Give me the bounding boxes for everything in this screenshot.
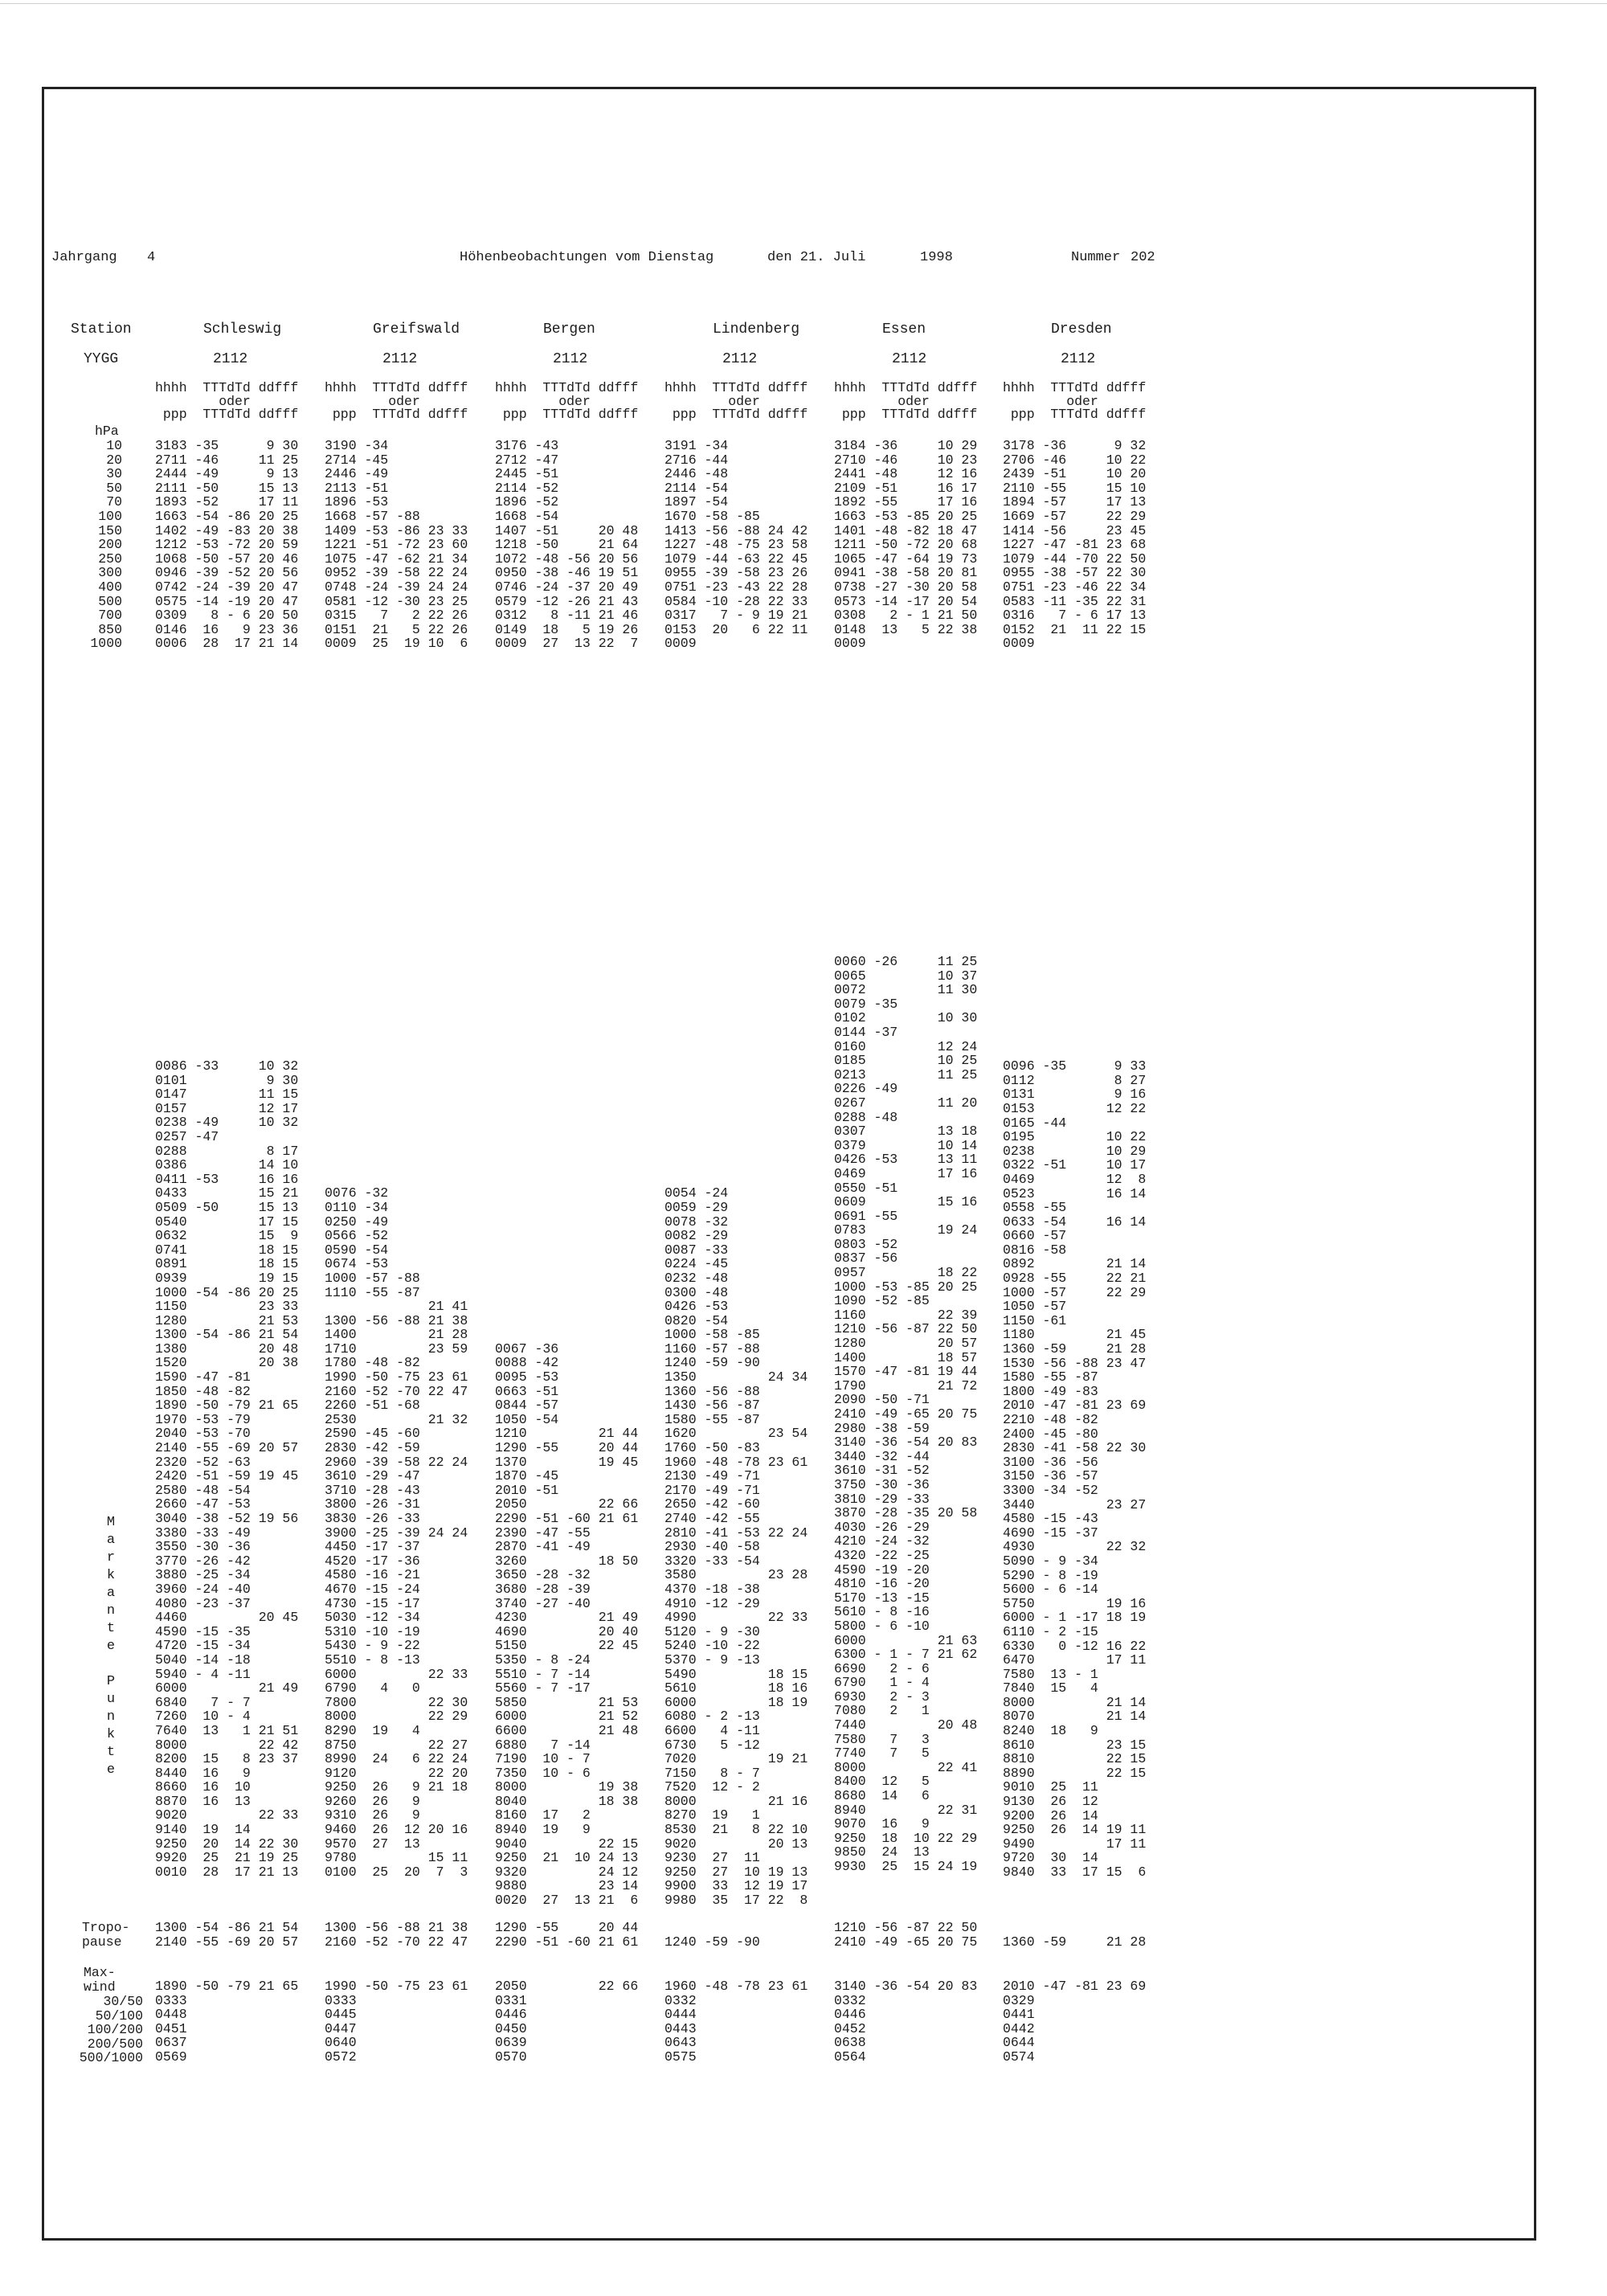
station-maxwind: 2010 -47 -81 23 69 0329 0441 0442 0644 0574 bbox=[1003, 1979, 1147, 2065]
station-standard-levels: 3176 -43 2712 -47 2445 -51 2114 -52 1896 -52 1668 -54 1407 -51 20 48 1218 -50 21 64 1072 -48 -56 20 56 0950 -38 -46 19 51 0746 -24 -37 20 49 0579 -12 -26 21 43 0312 8 -11 21 46 0149 18 5 19 26 0009 27 13 22 7 bbox=[495, 438, 639, 652]
station-significant-points: 0096 -35 9 33 0112 8 27 0131 9 16 0153 12 22 0165 -44 0195 10 22 0238 10 29 0322 -51 10 17 0469 12 8 0523 16 14 0558 -55 0633 -54 16 14 0660 -57 0816 -58 0892 21 14 0928 -55 22 21 1000 -57 22 29 1050 -57 1150 -61 1180 21 45 1360 -59 21 28 1530 -56 -88 23 47 1580 -55 -87 1800 -49 -83 2010 -47 -81 23 69 2210 -48 -82 2400 -45 -80 2830 -41 -58 22 30 3100 -36 -56 3150 -36 -57 3300 -34 -52 3440 23 27 4580 -15 -43 4690 -15 -37 4930 22 32 5090 - 9 -34 5290 - 8 -19 5600 - 6 -14 5750 19 16 6000 - 1 -17 18 19 6110 - 2 -15 6330 0 -12 16 22 6470 17 11 7580 13 - 1 7840 15 4 8000 21 14 8070 21 14 8240 18 9 8610 23 15 8810 22 15 8890 22 15 9010 25 11 9130 26 12 9200 26 14 9250 26 14 19 11 9490 17 11 9720 30 14 9840 33 17 15 6 bbox=[1003, 1058, 1147, 1880]
station-name: Bergen bbox=[543, 321, 595, 338]
markante-punkte-letter: M bbox=[106, 1515, 116, 1530]
markante-punkte-letter: P bbox=[106, 1674, 116, 1689]
station-tropopause: 1300 -54 -86 21 54 2140 -55 -69 20 57 bbox=[155, 1920, 299, 1950]
markante-punkte-letter: t bbox=[106, 1745, 116, 1760]
scan-top-rule bbox=[0, 3, 1607, 4]
markante-punkte-letter: k bbox=[106, 1727, 116, 1742]
station-tropopause: 1290 -55 20 44 2290 -51 -60 21 61 bbox=[495, 1920, 639, 1950]
jahrgang-value: 4 bbox=[147, 250, 156, 265]
station-standard-levels: 3178 -36 9 32 2706 -46 10 22 2439 -51 10 20 2110 -55 15 10 1894 -57 17 13 1669 -57 22 29 1414 -56 23 45 1227 -47 -81 23 68 1079 -44 -70 22 50 0955 -38 -57 22 30 0751 -23 -46 22 34 0583 -11 -35 22 31 0316 7 - 6 17 13 0152 21 11 22 15 0009 bbox=[1003, 438, 1147, 652]
station-name: Lindenberg bbox=[713, 321, 800, 338]
station-significant-points: 0060 -26 11 25 0065 10 37 0072 11 30 0079 -35 0102 10 30 0144 -37 0160 12 24 0185 10 25 0213 11 25 0226 -49 0267 11 20 0288 -48 0307 13 18 0379 10 14 0426 -53 13 11 0469 17 16 0550 -51 0609 15 16 0691 -55 0783 19 24 0803 -52 0837 -56 0957 18 22 1000 -53 -85 20 25 1090 -52 -85 1160 22 39 1210 -56 -87 22 50 1280 20 57 1400 18 57 1570 -47 -81 19 44 1790 21 72 2090 -50 -71 2410 -49 -65 20 75 2980 -38 -59 3140 -36 -54 20 83 3440 -32 -44 3610 -31 -52 3750 -30 -36 3810 -29 -33 3870 -28 -35 20 58 4030 -26 -29 4210 -24 -32 4320 -22 -25 4590 -19 -20 4810 -16 -20 5170 -13 -15 5610 - 8 -16 5800 - 6 -10 6000 21 63 6300 - 1 - 7 21 62 6690 2 - 6 6790 1 - 4 6930 2 - 3 7080 2 1 7440 20 48 7580 7 3 7740 7 5 8000 22 41 8400 12 5 8680 14 6 8940 22 31 9070 16 9 9250 18 10 22 29 9850 24 13 9930 25 15 24 19 bbox=[834, 954, 978, 1874]
station-tropopause: 1360 -59 21 28 bbox=[1003, 1934, 1147, 1950]
station-standard-levels: 3184 -36 10 29 2710 -46 10 23 2441 -48 12 16 2109 -51 16 17 1892 -55 17 16 1663 -53 -85 20 25 1401 -48 -82 18 47 1211 -50 -72 20 68 1065 -47 -64 19 73 0941 -38 -58 20 81 0738 -27 -30 20 58 0573 -14 -17 20 54 0308 2 - 1 21 50 0148 13 5 22 38 0009 bbox=[834, 438, 978, 652]
document-year: 1998 bbox=[920, 250, 953, 265]
station-significant-points: 0086 -33 10 32 0101 9 30 0147 11 15 0157 12 17 0238 -49 10 32 0257 -47 0288 8 17 0386 14 10 0411 -53 16 16 0433 15 21 0509 -50 15 13 0540 17 15 0632 15 9 0741 18 15 0891 18 15 0939 19 15 1000 -54 -86 20 25 1150 23 33 1280 21 53 1300 -54 -86 21 54 1380 20 48 1520 20 38 1590 -47 -81 1850 -48 -82 1890 -50 -79 21 65 1970 -53 -79 2040 -53 -70 2140 -55 -69 20 57 2320 -52 -63 2420 -51 -59 19 45 2580 -48 -54 2660 -47 -53 3040 -38 -52 19 56 3380 -33 -49 3550 -30 -36 3770 -26 -42 3880 -25 -34 3960 -24 -40 4080 -23 -37 4460 20 45 4590 -15 -35 4720 -15 -34 5040 -14 -18 5940 - 4 -11 6000 21 49 6840 7 - 7 7260 10 - 4 7640 13 1 21 51 8000 22 42 8200 15 8 23 37 8440 16 9 8660 16 10 8870 16 13 9020 22 33 9140 19 14 9250 20 14 22 30 9920 25 21 19 25 0010 28 17 21 13 bbox=[155, 1058, 299, 1880]
station-yygg: 2112 bbox=[722, 351, 758, 367]
station-maxwind: 1990 -50 -75 23 61 0333 0445 0447 0640 0572 bbox=[325, 1979, 468, 2065]
station-standard-levels: 3190 -34 2714 -45 2446 -49 2113 -51 1896 -53 1668 -57 -88 1409 -53 -86 23 33 1221 -51 -72 23 60 1075 -47 -62 21 34 0952 -39 -58 22 24 0748 -24 -39 24 24 0581 -12 -30 23 25 0315 7 2 22 26 0151 21 5 22 26 0009 25 19 10 6 bbox=[325, 438, 468, 652]
markante-punkte-letter: e bbox=[106, 1639, 116, 1654]
station-row-label: Station bbox=[71, 321, 132, 338]
station-column-headers: hhhh TTTdTd ddfff oder ppp TTTdTd ddfff bbox=[325, 380, 468, 422]
station-column-headers: hhhh TTTdTd ddfff oder ppp TTTdTd ddfff bbox=[834, 380, 978, 422]
tropopause-label: Tropo- pause bbox=[82, 1920, 130, 1950]
markante-punkte-letter: n bbox=[106, 1709, 116, 1725]
markante-punkte-letter: a bbox=[106, 1533, 116, 1548]
station-yygg: 2112 bbox=[213, 351, 248, 367]
station-yygg: 2112 bbox=[553, 351, 588, 367]
station-maxwind: 2050 22 66 0331 0446 0450 0639 0570 bbox=[495, 1979, 639, 2065]
markante-punkte-letter: k bbox=[106, 1568, 116, 1583]
maxwind-label: Max- wind bbox=[84, 1965, 116, 1995]
station-tropopause: 1300 -56 -88 21 38 2160 -52 -70 22 47 bbox=[325, 1920, 468, 1950]
nummer-label: Nummer bbox=[1071, 250, 1121, 265]
document-date: den 21. Juli bbox=[767, 250, 866, 265]
hpa-unit-label: hPa bbox=[95, 424, 119, 439]
station-column-headers: hhhh TTTdTd ddfff oder ppp TTTdTd ddfff bbox=[664, 380, 808, 422]
station-name: Schleswig bbox=[203, 321, 282, 338]
markante-punkte-letter: u bbox=[106, 1692, 116, 1707]
markante-punkte-letter: a bbox=[106, 1586, 116, 1601]
station-yygg: 2112 bbox=[892, 351, 927, 367]
jahrgang-label: Jahrgang bbox=[51, 250, 117, 265]
station-column-headers: hhhh TTTdTd ddfff oder ppp TTTdTd ddfff bbox=[495, 380, 639, 422]
station-yygg: 2112 bbox=[1061, 351, 1096, 367]
station-column-headers: hhhh TTTdTd ddfff oder ppp TTTdTd ddfff bbox=[155, 380, 299, 422]
station-name: Essen bbox=[882, 321, 926, 338]
shear-level-labels: 30/50 50/100 100/200 200/500 500/1000 bbox=[79, 1994, 143, 2066]
station-name: Dresden bbox=[1051, 321, 1112, 338]
station-tropopause: 1240 -59 -90 bbox=[664, 1934, 760, 1950]
yygg-row-label: YYGG bbox=[84, 351, 119, 367]
station-maxwind: 1960 -48 -78 23 61 0332 0444 0443 0643 0575 bbox=[664, 1979, 808, 2065]
station-name: Greifswald bbox=[373, 321, 460, 338]
markante-punkte-letter: t bbox=[106, 1621, 116, 1636]
station-maxwind: 3140 -36 -54 20 83 0332 0446 0452 0638 0564 bbox=[834, 1979, 978, 2065]
station-yygg: 2112 bbox=[382, 351, 418, 367]
nummer-value: 202 bbox=[1131, 250, 1155, 265]
markante-punkte-letter: e bbox=[106, 1762, 116, 1778]
station-significant-points: 0054 -24 0059 -29 0078 -32 0082 -29 0087 -33 0224 -45 0232 -48 0300 -48 0426 -53 0820 -54 1000 -58 -85 1160 -57 -88 1240 -59 -90 1350 24 34 1360 -56 -88 1430 -56 -87 1580 -55 -87 1620 23 54 1760 -50 -83 1960 -48 -78 23 61 2130 -49 -71 2170 -49 -71 2650 -42 -60 2740 -42 -55 2810 -41 -53 22 24 2930 -40 -58 3320 -33 -54 3580 23 28 4370 -18 -38 4910 -12 -29 4990 22 33 5120 - 9 -30 5240 -10 -22 5370 - 9 -13 5490 18 15 5610 18 16 6000 18 19 6080 - 2 -13 6600 4 -11 6730 5 -12 7020 19 21 7150 8 - 7 7520 12 - 2 8000 21 16 8270 19 1 8530 21 8 22 10 9020 20 13 9230 27 11 9250 27 10 19 13 9900 33 12 19 17 9980 35 17 22 8 bbox=[664, 1185, 808, 1909]
markante-punkte-letter: r bbox=[106, 1550, 116, 1565]
document-title: Höhenbeobachtungen vom Dienstag bbox=[460, 250, 714, 265]
station-significant-points: 0076 -32 0110 -34 0250 -49 0566 -52 0590 -54 0674 -53 1000 -57 -88 1110 -55 -87 21 41 1300 -56 -88 21 38 1400 21 28 1710 23 59 1780 -48 -82 1990 -50 -75 23 61 2160 -52 -70 22 47 2260 -51 -68 2530 21 32 2590 -45 -60 2830 -42 -59 2960 -39 -58 22 24 3610 -29 -47 3710 -28 -43 3800 -26 -31 3830 -26 -33 3900 -25 -39 24 24 4450 -17 -37 4520 -17 -36 4580 -16 -21 4670 -15 -24 4730 -15 -17 5030 -12 -34 5310 -10 -19 5430 - 9 -22 5510 - 8 -13 6000 22 33 6790 4 0 7800 22 30 8000 22 29 8290 19 4 8750 22 27 8990 24 6 22 24 9120 22 20 9250 26 9 21 18 9260 26 9 9310 26 9 9460 26 12 20 16 9570 27 13 9780 15 11 0100 25 20 7 3 bbox=[325, 1185, 468, 1880]
markante-punkte-letter: n bbox=[106, 1603, 116, 1619]
station-column-headers: hhhh TTTdTd ddfff oder ppp TTTdTd ddfff bbox=[1003, 380, 1147, 422]
station-maxwind: 1890 -50 -79 21 65 0333 0448 0451 0637 0569 bbox=[155, 1979, 299, 2065]
station-significant-points: 0067 -36 0088 -42 0095 -53 0663 -51 0844 -57 1050 -54 1210 21 44 1290 -55 20 44 1370 19 45 1870 -45 2010 -51 2050 22 66 2290 -51 -60 21 61 2390 -47 -55 2870 -41 -49 3260 18 50 3650 -28 -32 3680 -28 -39 3740 -27 -40 4230 21 49 4690 20 40 5150 22 45 5350 - 8 -24 5510 - 7 -14 5560 - 7 -17 5850 21 53 6000 21 52 6600 21 48 6880 7 -14 7190 10 - 7 7350 10 - 6 8000 19 38 8040 18 38 8160 17 2 8940 19 9 9040 22 15 9250 21 10 24 13 9320 24 12 9880 23 14 0020 27 13 21 6 bbox=[495, 1340, 639, 1909]
station-tropopause: 1210 -56 -87 22 50 2410 -49 -65 20 75 bbox=[834, 1920, 978, 1950]
station-standard-levels: 3183 -35 9 30 2711 -46 11 25 2444 -49 9 13 2111 -50 15 13 1893 -52 17 11 1663 -54 -86 20 25 1402 -49 -83 20 38 1212 -53 -72 20 59 1068 -50 -57 20 46 0946 -39 -52 20 56 0742 -24 -39 20 47 0575 -14 -19 20 47 0309 8 - 6 20 50 0146 16 9 23 36 0006 28 17 21 14 bbox=[155, 438, 299, 652]
pressure-level-labels: 10 20 30 50 70 100 150 200 250 300 400 500 700 850 1000 bbox=[90, 438, 122, 652]
station-standard-levels: 3191 -34 2716 -44 2446 -48 2114 -54 1897 -54 1670 -58 -85 1413 -56 -88 24 42 1227 -48 -75 23 58 1079 -44 -63 22 45 0955 -39 -58 23 26 0751 -23 -43 22 28 0584 -10 -28 22 33 0317 7 - 9 19 21 0153 20 6 22 11 0009 bbox=[664, 438, 808, 652]
